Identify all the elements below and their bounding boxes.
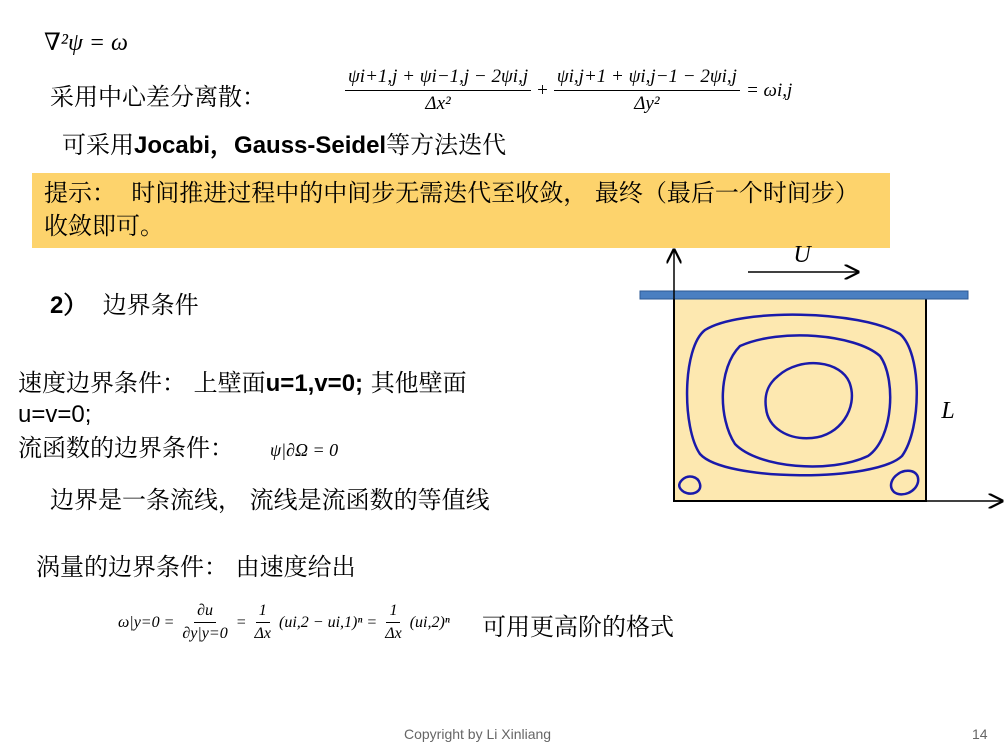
velocity-label: U (793, 242, 811, 268)
vorticity-lhs: ω|y=0 = (118, 613, 175, 631)
higher-order-note: 可用更高阶的格式 (482, 613, 674, 641)
iteration-prefix: 可采用 (62, 131, 134, 159)
vorticity-formula (118, 602, 450, 643)
streamfunction-bc-note: 边界是一条流线， 流线是流函数的等值线 (50, 486, 490, 514)
fd-fraction-x (345, 66, 531, 115)
streamfunction-bc-formula: ψ|∂Ω = 0 (270, 440, 339, 460)
iteration-methods: Jocabi，Gauss-Seidel (134, 132, 387, 159)
section-title: 边界条件 (102, 291, 199, 319)
vorticity-term2: (ui,2)ⁿ (409, 613, 450, 631)
vorticity-bc-line (36, 552, 356, 582)
length-label: L (941, 398, 955, 424)
velocity-bc-label: 速度边界条件： (18, 369, 186, 397)
one-numerator-2: 1 (386, 602, 400, 623)
cavity-diagram (630, 238, 1005, 518)
dy-denominator: ∂y|y=0 (182, 625, 228, 642)
vorticity-bc-desc: 由速度给出 (235, 553, 356, 581)
dx-denominator-1: Δx (254, 625, 271, 642)
discretization-label: 采用中心差分离散： (50, 83, 266, 111)
vorticity-term1: (ui,2 − ui,1)ⁿ = (279, 613, 378, 631)
fd-frac2-numerator: ψi,j+1 + ψi,j−1 − 2ψi,j (554, 66, 740, 91)
hint-label: 提示： (44, 179, 116, 207)
hint-box (32, 173, 890, 248)
hint-text: 时间推进过程中的中间步无需迭代至收敛， 最终（最后一个时间步）收敛即可。 (44, 179, 859, 240)
fd-formula (345, 66, 792, 115)
moving-lid (640, 291, 968, 299)
velocity-bc-others-value: u=v=0; (18, 401, 92, 428)
one-over-dx-1 (252, 602, 275, 643)
one-numerator-1: 1 (256, 602, 270, 623)
du-dy-fraction (179, 602, 230, 643)
footer-copyright: Copyright by Li Xinliang (404, 726, 552, 742)
iteration-suffix: 等方法迭代 (386, 131, 507, 159)
du-numerator: ∂u (194, 602, 216, 623)
velocity-bc-others: 其他壁面 (370, 369, 467, 397)
velocity-bc-line1 (18, 368, 467, 399)
fd-frac1-denominator: Δx² (425, 93, 451, 114)
fd-fraction-y (554, 66, 740, 115)
vorticity-bc-label: 涡量的边界条件： (36, 553, 228, 581)
fd-plus: + (537, 79, 548, 101)
velocity-bc-top-value: u=1,v=0; (265, 370, 364, 397)
streamfunction-bc-label: 流函数的边界条件： (18, 434, 234, 462)
section-heading (50, 290, 199, 321)
one-over-dx-2 (382, 602, 405, 643)
vorticity-eq1: = (235, 613, 247, 631)
iteration-line (62, 130, 506, 161)
velocity-bc-top-prefix: 上壁面 (193, 369, 266, 397)
page-number: 14 (972, 726, 988, 742)
fd-frac1-numerator: ψi+1,j + ψi−1,j − 2ψi,j (345, 66, 531, 91)
fd-frac2-denominator: Δy² (634, 93, 660, 114)
poisson-equation: ∇²ψ = ω (44, 30, 128, 56)
fd-rhs: = ωi,j (745, 79, 793, 101)
dx-denominator-2: Δx (385, 625, 402, 642)
section-number: 2） (50, 292, 88, 319)
